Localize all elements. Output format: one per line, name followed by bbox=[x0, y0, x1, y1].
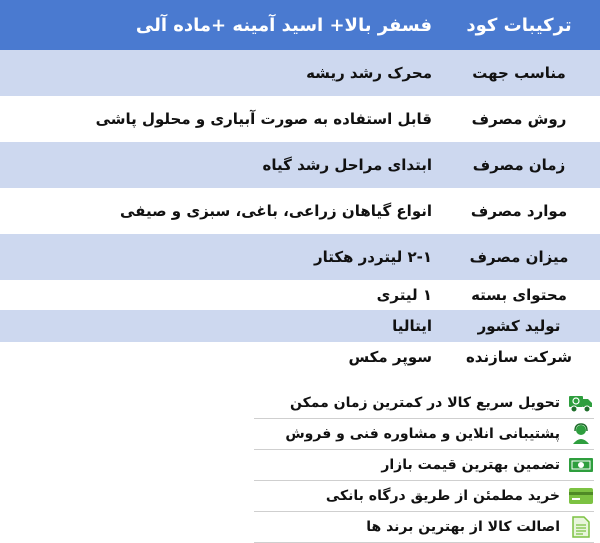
row-key: تولید کشور bbox=[438, 310, 600, 342]
row-key: میزان مصرف bbox=[438, 234, 600, 280]
row-value: محرک رشد ریشه bbox=[0, 50, 438, 96]
feature-item bbox=[254, 388, 594, 419]
feature-text: پشتیبانی انلاین و مشاوره فنی و فروش bbox=[285, 426, 560, 442]
row-value: ۲-۱ لیتردر هکتار bbox=[0, 234, 438, 280]
feature-item bbox=[254, 450, 594, 481]
support-agent-icon bbox=[568, 422, 594, 446]
table-row bbox=[0, 96, 600, 142]
row-key: شرکت سازنده bbox=[438, 342, 600, 372]
feature-text: خرید مطمئن از طریق درگاه بانکی bbox=[325, 488, 560, 504]
feature-text: تضمین بهترین قیمت بازار bbox=[381, 457, 560, 473]
row-key: موارد مصرف bbox=[438, 188, 600, 234]
document-icon bbox=[568, 515, 594, 539]
row-value: قابل استفاده به صورت آبیاری و محلول پاشی bbox=[0, 96, 438, 142]
row-key: زمان مصرف bbox=[438, 142, 600, 188]
table-row bbox=[0, 310, 600, 342]
table-row bbox=[0, 50, 600, 96]
delivery-truck-icon bbox=[568, 391, 594, 415]
money-bill-icon bbox=[568, 453, 594, 477]
row-key: روش مصرف bbox=[438, 96, 600, 142]
table-row bbox=[0, 142, 600, 188]
table-row bbox=[0, 188, 600, 234]
header-key: ترکیبات کود bbox=[438, 0, 600, 50]
header-value: فسفر بالا+ اسید آمینه +ماده آلی bbox=[0, 0, 438, 50]
row-value: ایتالیا bbox=[0, 310, 438, 342]
feature-text: اصالت کالا از بهترین برند ها bbox=[366, 519, 560, 535]
row-value: ۱ لیتری bbox=[0, 280, 438, 310]
feature-item bbox=[254, 419, 594, 450]
table-header-row bbox=[0, 0, 600, 50]
feature-item bbox=[254, 512, 594, 543]
features-list bbox=[254, 388, 594, 543]
row-value: انواع گیاهان زراعی، باغی، سبزی و صیفی bbox=[0, 188, 438, 234]
credit-card-icon bbox=[568, 484, 594, 508]
feature-item bbox=[254, 481, 594, 512]
table-row bbox=[0, 342, 600, 372]
table-row bbox=[0, 234, 600, 280]
row-value: ابتدای مراحل رشد گیاه bbox=[0, 142, 438, 188]
row-key: مناسب جهت bbox=[438, 50, 600, 96]
feature-text: تحویل سریع کالا در کمترین زمان ممکن bbox=[289, 395, 560, 411]
row-key: محتوای بسته bbox=[438, 280, 600, 310]
table-row bbox=[0, 280, 600, 310]
row-value: سوپر مکس bbox=[0, 342, 438, 372]
